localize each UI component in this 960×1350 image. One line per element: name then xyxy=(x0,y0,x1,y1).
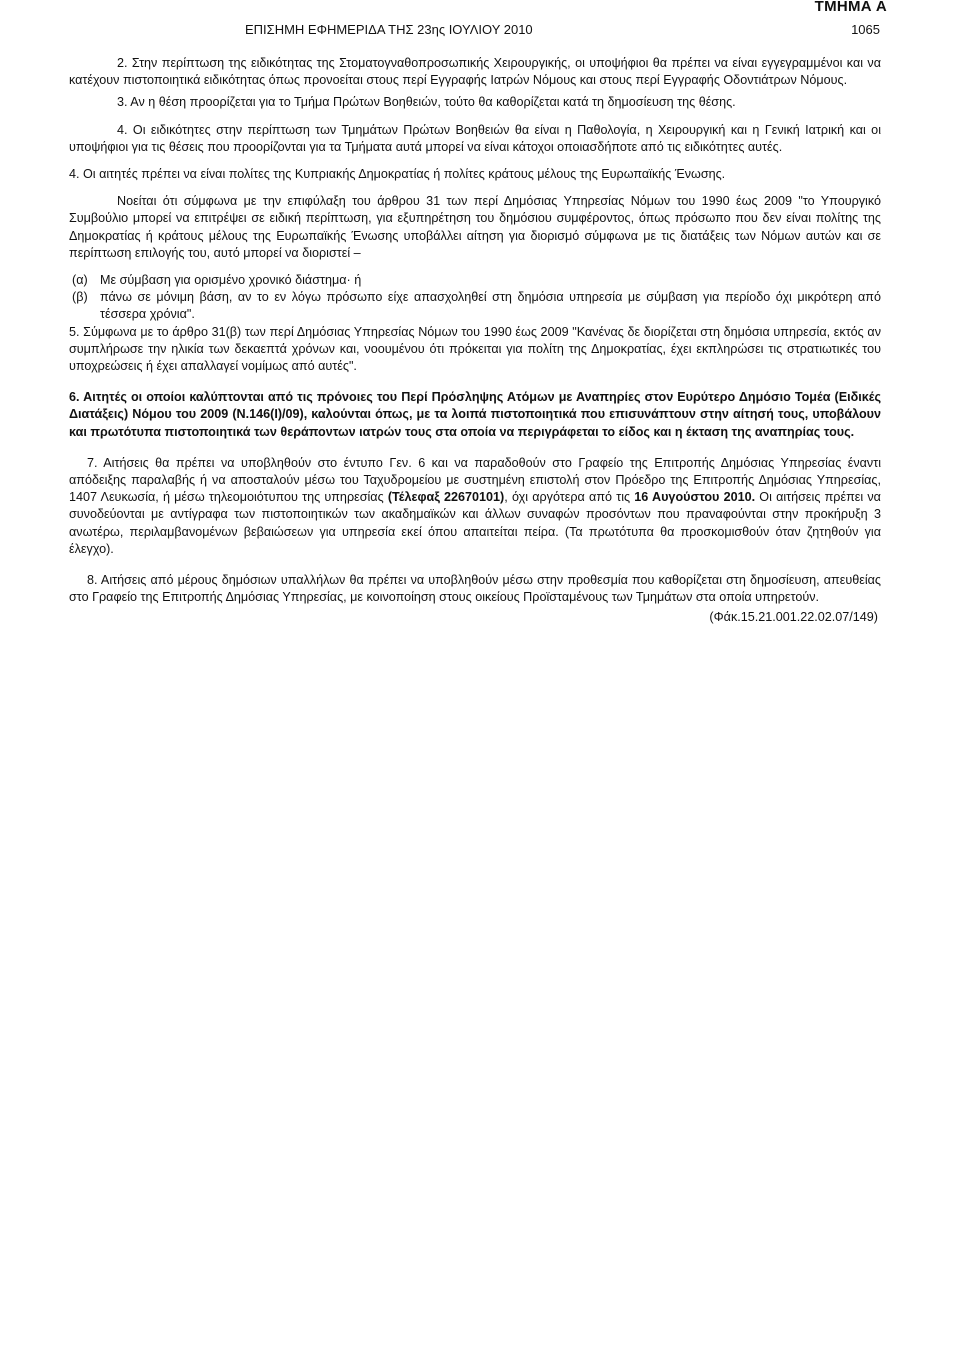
paragraph-7-fax: (Τέλεφαξ 22670101) xyxy=(387,490,505,505)
option-a-marker: (α) xyxy=(72,273,88,288)
option-b-marker: (β) xyxy=(72,290,88,305)
paragraph-6 xyxy=(69,389,881,441)
paragraph-7-part-c: Οι αιτήσεις πρέπει να συνοδεύονται με αντίγραφα των πιστοποιητικών των ακαδημαϊκών και άλλων συναφών προσόντων που πραναφούνται στην προκήρυξη 3 ανωτέρω, περιλαμβανομένων βεβαιώσεων για υπηρεσία εκεί όπου απαιτείται πείρα. (Τα πρωτότυπα θα προσκομισθούν όταν ζητηθούν για έλεγχο). xyxy=(69,490,881,556)
file-reference: (Φάκ.15.21.001.22.02.07/149) xyxy=(709,610,878,625)
paragraph-3: 3. Αν η θέση προορίζεται για το Τμήμα Πρώτων Βοηθειών, τούτο θα καθορίζεται κατά τη δημοσίευση της θέσης. xyxy=(117,95,736,110)
paragraph-7-part-b: , όχι αργότερα από τις xyxy=(504,490,635,505)
paragraph-6-bold-text: 6. Αιτητές οι οποίοι καλύπτονται από τις πρόνοιες του Περί Πρόσληψης Ατόμων με Αναπηρίες στον Ευρύτερο Δημόσιο Τομέα (Ειδικές Διατάξεις) Νόμου του 2009 (Ν.146(Ι)/09), καλούνται όπως, με τα λοιπά πιστοποιητικά που επισυνάπτουν στην αίτησή τους, υποβάλουν και πρωτότυπα πιστοποιητικά των θεράποντων ιατρών τους στα οποία να περιγράφεται το είδος και η έκταση της αναπηρίας τους. xyxy=(69,390,881,439)
gazette-header-title: ΕΠΙΣΗΜΗ ΕΦΗΜΕΡΙΔΑ ΤΗΣ 23ης ΙΟΥΛΙΟΥ 2010 xyxy=(245,22,533,37)
paragraph-7 xyxy=(69,455,881,558)
option-b xyxy=(69,289,881,323)
option-a-text: Με σύμβαση για ορισμένο χρονικό διάστημα· ή xyxy=(100,273,362,288)
paragraph-5: 5. Σύμφωνα με το άρθρο 31(β) των περί Δημόσιας Υπηρεσίας Νόμων του 1990 έως 2009 "Κανένας δε διορίζεται στη δημόσια υπηρεσία, εκτός αν συμπλήρωσε την ηλικία των δεκαεπτά χρόνων και, νοουμένου ότι πρόκειται για πολίτη της Δημοκρατίας, έχει εκπληρώσει τις στρατιωτικές του υποχρεώσεις ή έχει απαλλαγεί νομίμως από αυτές". xyxy=(69,324,881,374)
proviso-paragraph: Νοείται ότι σύμφωνα με την επιφύλαξη του άρθρου 31 των περί Δημόσιας Υπηρεσίας Νόμων του 1990 έως 2009 "το Υπουργικό Συμβούλιο μπορεί να επιτρέψει σε ειδική περίπτωση, για εξυπηρέτηση του δημόσιου συμφέροντος, όπως πρόσωπο που δεν είναι πολίτης της Δημοκρατίας ή κράτους μέλους της Ευρωπαϊκής Ένωσης υποβάλλει αίτηση για διορισμό σύμφωνα με τις διατάξεις των Νόμων αυτών και σε περίπτωση επιλογής του, αυτό μπορεί να διοριστεί – xyxy=(69,194,881,260)
section-label: ΤΜΗΜΑ Α xyxy=(814,0,887,15)
paragraph-4-specialties: 4. Οι ειδικότητες στην περίπτωση των Τμημάτων Πρώτων Βοηθειών θα είναι η Παθολογία, η Χειρουργική και η Γενική Ιατρική και οι υποψήφιοι για τις θέσεις που προορίζονται για τα Τμήματα αυτά μπορεί να είναι κάτοχοι οποιασδήποτε από τις ειδικότητες αυτές. xyxy=(69,122,881,154)
paragraph-7-deadline: 16 Αυγούστου 2010. xyxy=(634,490,756,505)
paragraph-2: 2. Στην περίπτωση της ειδικότητας της Στοματογναθοπροσωπικής Χειρουργικής, οι υποψήφιοι θα πρέπει να είναι εγγεγραμμένοι και να κατέχουν πιστοποιητικά ειδικότητας όπως προνοείται στους περί Εγγραφής Ιατρών Νόμους και στους περί Εγγραφής Οδοντιάτρων Νόμους. xyxy=(69,56,881,88)
page-number: 1065 xyxy=(851,22,880,37)
paragraph-4-citizenship: 4. Οι αιτητές πρέπει να είναι πολίτες της Κυπριακής Δημοκρατίας ή πολίτες κράτους μέλους της Ευρωπαϊκής Ένωσης. xyxy=(69,167,726,182)
paragraph-7-part-a: 7. Αιτήσεις θα πρέπει να υποβληθούν στο έντυπο Γεν. 6 και να παραδοθούν στο Γραφείο της Επιτροπής Δημόσιας Υπηρεσίας έναντι απόδειξης παραλαβής ή να αποσταλούν μέσω του Ταχυδρομείου με συστημένη επιστολή στον Πρόεδρο της Επιτροπής Δημόσιας Υπηρεσίας, 1407 Λευκωσία, ή μέσω τηλεομοιότυπου της υπηρεσίας xyxy=(69,455,881,505)
option-a xyxy=(69,272,881,289)
paragraph-8: 8. Αιτήσεις από μέρους δημόσιων υπαλλήλων θα πρέπει να υποβληθούν μέσω στην προθεσμία που καθορίζεται στη δημοσίευση, απευθείας στο Γραφείο της Επιτροπής Δημόσιας Υπηρεσίας, με κοινοποίηση στους οικείους Προϊσταμένους των Τμημάτων στα οποία υπηρετούν. xyxy=(69,573,881,605)
document-body xyxy=(69,55,881,627)
option-b-text: πάνω σε μόνιμη βάση, αν το εν λόγω πρόσωπο είχε απασχοληθεί στη δημόσια υπηρεσία με σύμβαση για περίοδο όχι μικρότερη από τέσσερα χρόνια". xyxy=(100,290,881,322)
